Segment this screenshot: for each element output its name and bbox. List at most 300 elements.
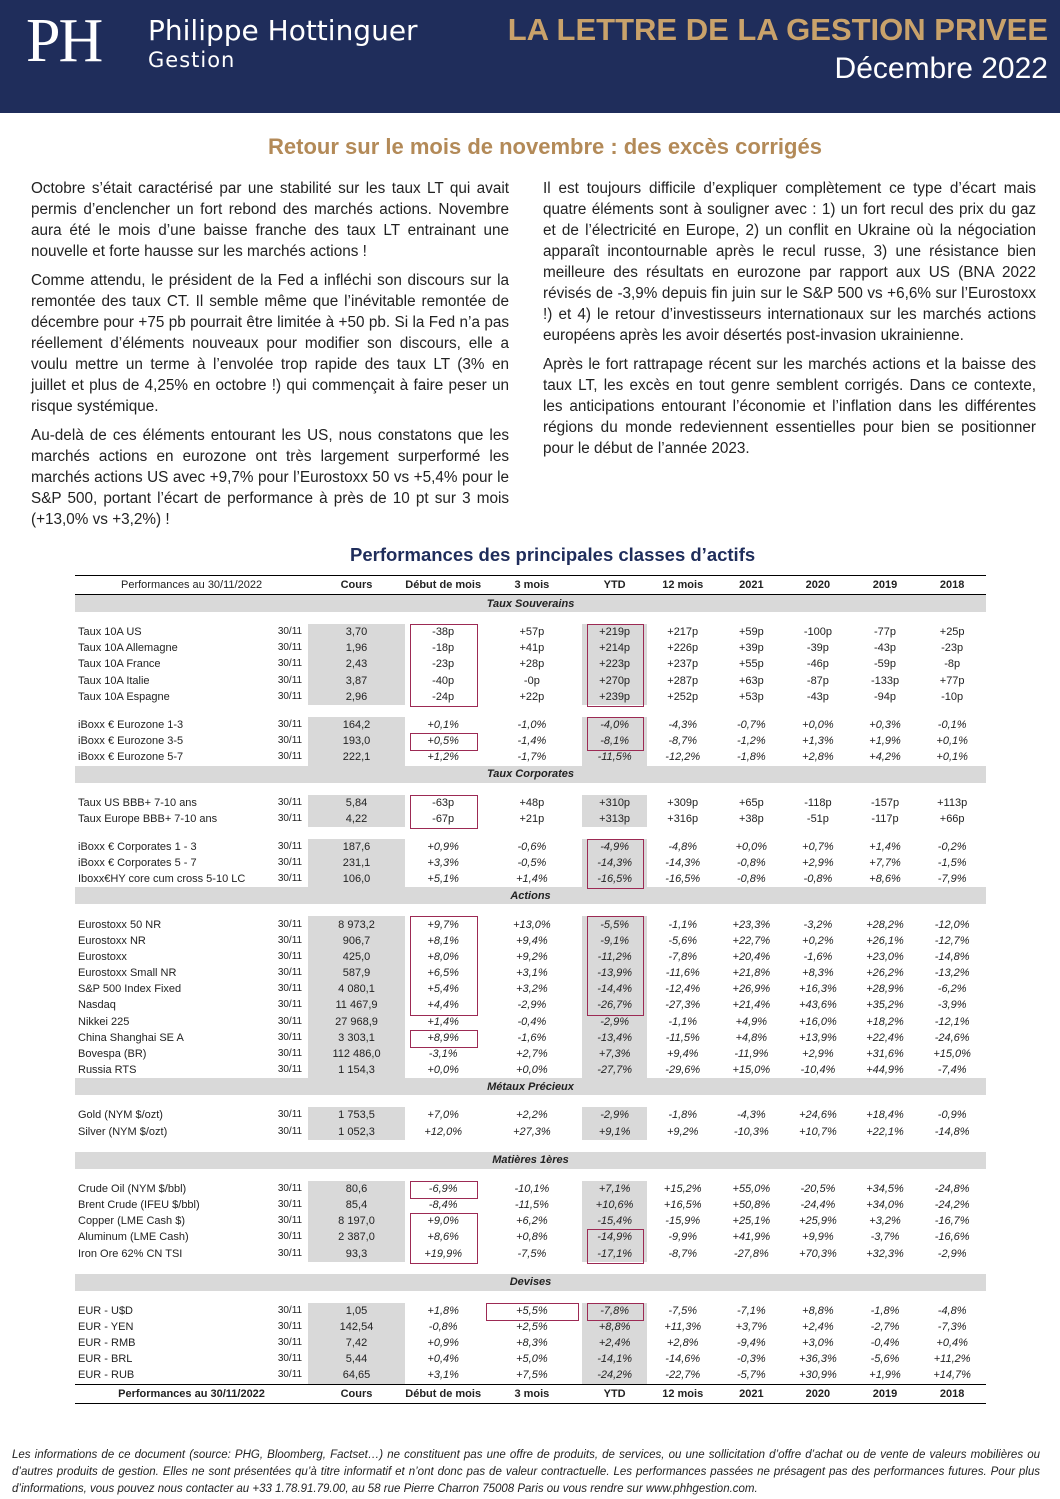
cell-m3: -0,4% bbox=[517, 1015, 547, 1028]
cell-m12: +226p bbox=[667, 642, 699, 655]
cell-m12: -14,6% bbox=[665, 1353, 701, 1366]
cell-name: Silver (NYM $/ozt) bbox=[78, 1125, 168, 1138]
cell-y20: -39p bbox=[806, 642, 829, 655]
cell-y19: -94p bbox=[874, 690, 897, 703]
spacer-cell bbox=[75, 1140, 986, 1152]
cell-date: 30/11 bbox=[277, 1353, 303, 1365]
column-header: Début de mois bbox=[405, 576, 481, 595]
brand-name: Philippe Hottinguer bbox=[148, 14, 418, 47]
cell-date: 30/11 bbox=[277, 735, 303, 747]
cell-y18: -4,8% bbox=[937, 1304, 967, 1317]
cell-name: Crude Oil (NYM $/bbl) bbox=[78, 1182, 187, 1195]
cell-dm: +3,3% bbox=[427, 857, 459, 870]
cell-name: Aluminum (LME Cash) bbox=[78, 1231, 189, 1244]
paragraph: Comme attendu, le président de la Fed a infléchi son discours sur la remontée des taux CT. Il semble même que l’inévitable remontée de décembre pour +75 pb pourrait être limitée à +50 pb. Si la Fed n’a pas réellement d’éléments nouveaux pour modifier son discours, elle a voulu mettre un terme à l’envolée trop rapide des taux LT (3% en juillet et plus de 4,25% en octobre !) qui commençait à faire peser un risque systémique. bbox=[31, 272, 509, 415]
cell-y20: -43p bbox=[806, 690, 829, 703]
cell-y18: -8p bbox=[944, 658, 961, 671]
cell-name: Taux 10A Italie bbox=[78, 674, 150, 687]
cell-y20: -3,2% bbox=[803, 918, 833, 931]
cell-price: 1,05 bbox=[308, 1303, 405, 1319]
cell-dm: -3,1% bbox=[428, 1048, 458, 1061]
table-row bbox=[75, 640, 986, 656]
cell-name: iBoxx € Corporates 5 - 7 bbox=[78, 857, 197, 870]
cell-y18: -16,6% bbox=[934, 1231, 970, 1244]
cell-y19: -1,8% bbox=[870, 1304, 900, 1317]
cell-y19: -77p bbox=[874, 626, 897, 639]
cell-dm: +12,0% bbox=[424, 1125, 462, 1138]
cell-price: 906,7 bbox=[308, 933, 405, 949]
cell-y20: +36,3% bbox=[799, 1353, 837, 1366]
cell-name: iBoxx € Eurozone 1-3 bbox=[78, 719, 184, 732]
cell-ytd: -17,1% bbox=[582, 1245, 647, 1261]
performance-table bbox=[75, 575, 986, 1404]
table-row bbox=[75, 997, 986, 1013]
cell-y20: +2,4% bbox=[802, 1320, 834, 1333]
cell-y20: +13,9% bbox=[799, 1031, 837, 1044]
cell-y18: -0,2% bbox=[937, 840, 967, 853]
cell-price: 80,6 bbox=[308, 1181, 405, 1197]
cell-y21: -10,3% bbox=[733, 1125, 769, 1138]
cell-m3: +5,5% bbox=[516, 1304, 548, 1317]
article-title: Retour sur le mois de novembre : des excès corrigés bbox=[268, 134, 822, 159]
cell-m3: -0p bbox=[523, 674, 540, 687]
cell-ytd: -13,4% bbox=[582, 1030, 647, 1046]
cell-y19: +34,5% bbox=[866, 1182, 904, 1195]
cell-date: 30/11 bbox=[277, 967, 303, 979]
cell-dm: -63p bbox=[432, 796, 455, 809]
cell-m3: +41p bbox=[519, 642, 545, 655]
cell-y18: +0,4% bbox=[936, 1337, 968, 1350]
column-header: 3 mois bbox=[481, 1384, 582, 1403]
cell-m12: +237p bbox=[667, 658, 699, 671]
cell-y18: -12,1% bbox=[934, 1015, 970, 1028]
cell-y19: -5,6% bbox=[870, 1353, 900, 1366]
cell-dm: +5,4% bbox=[427, 983, 459, 996]
cell-name: Russia RTS bbox=[78, 1064, 137, 1077]
cell-y20: +30,9% bbox=[799, 1369, 837, 1382]
cell-y18: -24,6% bbox=[934, 1031, 970, 1044]
cell-y19: +35,2% bbox=[866, 999, 904, 1012]
cell-y19: -2,7% bbox=[870, 1320, 900, 1333]
column-header: 12 mois bbox=[647, 1384, 719, 1403]
cell-dm: +0,1% bbox=[427, 719, 459, 732]
cell-date: 30/11 bbox=[277, 674, 303, 686]
cell-name: iBoxx € Eurozone 3-5 bbox=[78, 735, 184, 748]
cell-m3: -0,5% bbox=[517, 857, 547, 870]
table-row bbox=[75, 1030, 986, 1046]
cell-ytd: +7,3% bbox=[582, 1046, 647, 1062]
cell-price: 112 486,0 bbox=[308, 1046, 405, 1062]
paragraph: Après le fort rattrapage récent sur les marchés actions et la baisse des taux LT, les excès en tout genre semblent corrigés. Dans ce contexte, les anticipations entourant l’économie et l’inflation dans les différentes régions du monde redeviennent essentielles pour bien se positionner pour le début de l’année 2023. bbox=[543, 356, 1036, 457]
cell-price: 187,6 bbox=[308, 839, 405, 855]
cell-date: 30/11 bbox=[277, 950, 303, 962]
cell-date: 30/11 bbox=[277, 812, 303, 824]
cell-dm: -6,9% bbox=[428, 1182, 458, 1195]
cell-y21: +20,4% bbox=[732, 950, 771, 963]
cell-m12: -12,4% bbox=[665, 983, 701, 996]
cell-y20: -0,8% bbox=[803, 873, 833, 886]
cell-y21: +41,9% bbox=[732, 1231, 771, 1244]
cell-date: 30/11 bbox=[277, 1320, 303, 1332]
table-row bbox=[75, 981, 986, 997]
column-header: Début de mois bbox=[405, 1384, 481, 1403]
cell-name: Copper (LME Cash $) bbox=[78, 1215, 185, 1228]
section-header-row bbox=[75, 766, 986, 783]
cell-y18: +14,7% bbox=[933, 1369, 971, 1382]
cell-y18: -16,7% bbox=[934, 1215, 970, 1228]
cell-date: 30/11 bbox=[277, 983, 303, 995]
table-row bbox=[75, 795, 986, 811]
table-row bbox=[75, 1229, 986, 1245]
cell-date: 30/11 bbox=[277, 857, 303, 869]
cell-y19: -133p bbox=[870, 674, 900, 687]
cell-ytd: -13,9% bbox=[582, 965, 647, 981]
cell-y18: +15,0% bbox=[933, 1048, 971, 1061]
cell-dm: +9,0% bbox=[427, 1215, 459, 1228]
section-label: Taux Corporates bbox=[75, 766, 986, 783]
cell-y19: +26,2% bbox=[866, 967, 904, 980]
cell-dm: +0,9% bbox=[427, 840, 459, 853]
column-header: 2018 bbox=[918, 1384, 986, 1403]
paragraph: Il est toujours difficile d’expliquer complètement ce type d’écart mais quatre éléments sont à souligner avec : 1) un fort recul des prix du gaz et de l’électricité en Europe, 2) un conflit en Ukraine où la négociation apparaît incontournable après le recul russe, 3) une résistance bien meilleure des résultats en eurozone par rapport aux US (BNA 2022 révisés de -3,9% depuis fin juin sur le S&P 500 vs +6,6% sur l’Eurostoxx !) et 4) le retour d’investisseurs internationaux sur les marchés actions européens après les avoir désertés post-invasion ukrainienne. bbox=[543, 180, 1036, 344]
cell-y18: +11,2% bbox=[933, 1353, 971, 1366]
column-header: YTD bbox=[582, 1384, 647, 1403]
cell-price: 193,0 bbox=[308, 733, 405, 749]
cell-dm: +1,8% bbox=[427, 1304, 459, 1317]
cell-ytd: -15,4% bbox=[582, 1213, 647, 1229]
table-row bbox=[75, 1107, 986, 1123]
cell-ytd: -27,7% bbox=[582, 1062, 647, 1078]
cell-price: 3,87 bbox=[308, 673, 405, 689]
cell-price: 425,0 bbox=[308, 949, 405, 965]
cell-m12: -1,1% bbox=[668, 1015, 698, 1028]
spacer-cell bbox=[75, 705, 986, 717]
cell-ytd: -26,7% bbox=[582, 997, 647, 1013]
cell-y20: +2,8% bbox=[802, 751, 834, 764]
cell-y20: -10,4% bbox=[800, 1064, 836, 1077]
cell-m3: +3,2% bbox=[516, 983, 548, 996]
cell-y18: -10p bbox=[941, 690, 964, 703]
spacer-row bbox=[75, 1169, 986, 1181]
cell-y21: -7,1% bbox=[736, 1304, 766, 1317]
cell-m3: +8,3% bbox=[516, 1337, 548, 1350]
cell-m3: +2,5% bbox=[516, 1320, 548, 1333]
cell-dm: +3,1% bbox=[427, 1369, 459, 1382]
cell-y20: +0,7% bbox=[802, 840, 834, 853]
table-row bbox=[75, 855, 986, 871]
cell-y18: -14,8% bbox=[934, 1125, 970, 1138]
cell-y18: -24,8% bbox=[934, 1182, 970, 1195]
spacer-row bbox=[75, 705, 986, 717]
cell-y18: -7,3% bbox=[937, 1320, 967, 1333]
cell-ytd: +270p bbox=[582, 673, 647, 689]
cell-y18: -23p bbox=[941, 642, 964, 655]
column-header: 2021 bbox=[719, 1384, 785, 1403]
cell-ytd: -14,4% bbox=[582, 981, 647, 997]
cell-y19: +26,1% bbox=[866, 934, 904, 947]
spacer-cell bbox=[75, 1262, 986, 1274]
section-header-row bbox=[75, 887, 986, 904]
cell-m3: +6,2% bbox=[516, 1215, 548, 1228]
cell-y20: +25,9% bbox=[799, 1215, 837, 1228]
cell-y21: +25,1% bbox=[732, 1215, 771, 1228]
table-row bbox=[75, 1335, 986, 1351]
newsletter-title: LA LETTRE DE LA GESTION PRIVEE bbox=[507, 12, 1048, 47]
cell-y21: -1,2% bbox=[736, 735, 766, 748]
spacer-cell bbox=[75, 1291, 986, 1303]
cell-y19: +4,2% bbox=[869, 751, 901, 764]
cell-m3: -1,0% bbox=[517, 719, 547, 732]
cell-m12: -1,1% bbox=[668, 918, 698, 931]
cell-price: 4,22 bbox=[308, 811, 405, 827]
cell-y18: -24,2% bbox=[934, 1198, 970, 1211]
cell-ytd: -7,8% bbox=[582, 1303, 647, 1319]
cell-ytd: +223p bbox=[582, 656, 647, 672]
cell-price: 231,1 bbox=[308, 855, 405, 871]
cell-y21: -1,8% bbox=[736, 751, 766, 764]
spacer-row bbox=[75, 827, 986, 839]
cell-name: Taux US BBB+ 7-10 ans bbox=[78, 796, 197, 809]
cell-y20: +8,8% bbox=[802, 1304, 834, 1317]
cell-price: 106,0 bbox=[308, 871, 405, 887]
cell-y19: +23,0% bbox=[866, 950, 904, 963]
cell-y19: +22,4% bbox=[866, 1031, 904, 1044]
cell-price: 222,1 bbox=[308, 749, 405, 765]
cell-ytd: -11,2% bbox=[582, 949, 647, 965]
cell-date: 30/11 bbox=[277, 1125, 303, 1137]
cell-y18: -13,2% bbox=[934, 967, 970, 980]
cell-m3: +27,3% bbox=[513, 1125, 551, 1138]
table-row bbox=[75, 933, 986, 949]
cell-date: 30/11 bbox=[277, 1247, 303, 1259]
cell-m3: +2,7% bbox=[516, 1048, 548, 1061]
cell-date: 30/11 bbox=[277, 642, 303, 654]
table-row bbox=[75, 733, 986, 749]
cell-name: China Shanghai SE A bbox=[78, 1031, 184, 1044]
cell-y18: +0,1% bbox=[936, 735, 968, 748]
cell-y19: +22,1% bbox=[866, 1125, 904, 1138]
table-row bbox=[75, 811, 986, 827]
cell-name: iBoxx € Eurozone 5-7 bbox=[78, 751, 184, 764]
cell-y20: +2,9% bbox=[802, 857, 834, 870]
cell-price: 3 303,1 bbox=[308, 1030, 405, 1046]
spacer-row bbox=[75, 1291, 986, 1303]
section-header-row bbox=[75, 1078, 986, 1095]
cell-m3: -2,9% bbox=[517, 999, 547, 1012]
cell-name: Taux 10A France bbox=[78, 658, 161, 671]
cell-y18: +66p bbox=[939, 812, 965, 825]
cell-y21: +23,3% bbox=[732, 918, 771, 931]
cell-ytd: -4,9% bbox=[582, 839, 647, 855]
cell-y19: +28,9% bbox=[866, 983, 904, 996]
cell-y18: -7,4% bbox=[937, 1064, 967, 1077]
cell-m12: -5,6% bbox=[668, 934, 698, 947]
cell-y18: +113p bbox=[937, 796, 968, 809]
cell-m3: -11,5% bbox=[514, 1198, 549, 1211]
cell-price: 1,96 bbox=[308, 640, 405, 656]
newsletter-date: Décembre 2022 bbox=[834, 52, 1048, 85]
cell-ytd: -14,3% bbox=[582, 855, 647, 871]
cell-ytd: -2,9% bbox=[582, 1107, 647, 1123]
cell-y20: -20,5% bbox=[800, 1182, 836, 1195]
cell-m3: +0,0% bbox=[516, 1064, 548, 1077]
column-header: YTD bbox=[582, 576, 647, 595]
cell-y19: -43p bbox=[874, 642, 897, 655]
cell-y21: +39p bbox=[738, 642, 764, 655]
cell-name: EUR - U$D bbox=[78, 1304, 134, 1317]
spacer-cell bbox=[75, 827, 986, 839]
cell-price: 7,42 bbox=[308, 1335, 405, 1351]
cell-m12: +316p bbox=[667, 812, 699, 825]
section-header-row bbox=[75, 1274, 986, 1291]
table-row bbox=[75, 1181, 986, 1197]
cell-m3: +9,2% bbox=[516, 950, 548, 963]
cell-y21: +50,8% bbox=[732, 1198, 771, 1211]
section-label: Taux Souverains bbox=[75, 595, 986, 613]
cell-y21: +22,7% bbox=[732, 934, 771, 947]
spacer-cell bbox=[75, 612, 986, 624]
cell-name: Brent Crude (IFEU $/bbl) bbox=[78, 1198, 200, 1211]
cell-y19: +32,3% bbox=[866, 1247, 904, 1260]
cell-name: Nikkei 225 bbox=[78, 1015, 130, 1028]
column-header: 3 mois bbox=[481, 576, 582, 595]
ph-logo: PH bbox=[26, 7, 102, 75]
table-row bbox=[75, 1367, 986, 1384]
cell-date: 30/11 bbox=[277, 1215, 303, 1227]
cell-y21: +0,0% bbox=[735, 840, 768, 853]
table-row bbox=[75, 1046, 986, 1062]
disclaimer: Les informations de ce document (source: PHG, Bloomberg, Factset…) ne constituent pas une offre de produits, de services, ou une sollicitation d’offre d’achat ou de vente de valeurs mobilières ou d’autres produits de gestion. Elles ne sont présentées qu’à titre informatif et n’ont donc pas de valeur contractuelle. Les performances passées ne présagent pas des performances futures. Pour plus d’informations, vous pouvez nous contacter au +33 1.78.91.79.00, au 58 rue Pierre Charron 75008 Paris ou vous rendre sur www.phhgestion.com. bbox=[12, 1449, 1040, 1495]
section-label: Matières 1ères bbox=[75, 1152, 986, 1169]
cell-date: 30/11 bbox=[277, 1031, 303, 1043]
cell-m12: +309p bbox=[667, 796, 699, 809]
cell-name: iBoxx € Corporates 1 - 3 bbox=[78, 840, 197, 853]
cell-dm: +1,2% bbox=[427, 751, 459, 764]
cell-price: 8 197,0 bbox=[308, 1213, 405, 1229]
cell-date: 30/11 bbox=[277, 719, 303, 731]
cell-y20: +0,0% bbox=[802, 719, 834, 732]
cell-ytd: +219p bbox=[582, 624, 647, 640]
cell-m12: -27,3% bbox=[665, 999, 701, 1012]
cell-y21: +38p bbox=[738, 812, 764, 825]
table-footer-row bbox=[75, 1384, 986, 1403]
cell-dm: +8,9% bbox=[427, 1031, 459, 1044]
section-label: Devises bbox=[75, 1274, 986, 1291]
cell-y20: +9,9% bbox=[802, 1231, 834, 1244]
cell-y21: -0,7% bbox=[736, 719, 766, 732]
table-row bbox=[75, 1062, 986, 1078]
column-header: 2021 bbox=[719, 576, 785, 595]
table-row bbox=[75, 1213, 986, 1229]
cell-y20: +8,3% bbox=[802, 967, 834, 980]
cell-y19: +18,4% bbox=[866, 1109, 904, 1122]
cell-y18: -1,5% bbox=[937, 857, 967, 870]
cell-y20: -1,6% bbox=[803, 950, 833, 963]
cell-dm: +0,4% bbox=[427, 1353, 459, 1366]
table-row bbox=[75, 1197, 986, 1213]
header-banner bbox=[0, 0, 1060, 113]
cell-y20: +3,0% bbox=[802, 1337, 834, 1350]
cell-price: 8 973,2 bbox=[308, 916, 405, 932]
spacer-cell bbox=[75, 1169, 986, 1181]
cell-y19: +3,2% bbox=[869, 1215, 901, 1228]
cell-y20: +10,7% bbox=[799, 1125, 837, 1138]
cell-price: 5,44 bbox=[308, 1351, 405, 1367]
cell-dm: +0,0% bbox=[427, 1064, 459, 1077]
cell-y21: +63p bbox=[738, 674, 764, 687]
cell-ytd: +310p bbox=[582, 795, 647, 811]
cell-name: EUR - RMB bbox=[78, 1337, 136, 1350]
cell-ytd: +9,1% bbox=[582, 1124, 647, 1140]
cell-y20: -46p bbox=[806, 658, 829, 671]
table-row bbox=[75, 673, 986, 689]
cell-y21: +53p bbox=[738, 690, 764, 703]
spacer-row bbox=[75, 612, 986, 624]
cell-m3: +2,2% bbox=[516, 1109, 548, 1122]
cell-y21: -27,8% bbox=[733, 1247, 769, 1260]
cell-m12: -4,8% bbox=[668, 840, 698, 853]
cell-y20: -118p bbox=[804, 796, 832, 809]
cell-name: Iron Ore 62% CN TSI bbox=[78, 1247, 183, 1260]
cell-price: 3,70 bbox=[308, 624, 405, 640]
cell-m12: -8,7% bbox=[668, 735, 698, 748]
cell-m3: +22p bbox=[519, 690, 545, 703]
cell-y18: -0,9% bbox=[937, 1109, 967, 1122]
cell-price: 27 968,9 bbox=[308, 1014, 405, 1030]
cell-dm: -40p bbox=[432, 674, 455, 687]
table-row bbox=[75, 1351, 986, 1367]
cell-price: 1 154,3 bbox=[308, 1062, 405, 1078]
cell-date: 30/11 bbox=[277, 626, 303, 638]
cell-y21: +21,4% bbox=[732, 999, 771, 1012]
cell-y21: -11,9% bbox=[734, 1048, 769, 1061]
cell-m12: -12,2% bbox=[665, 751, 701, 764]
cell-date: 30/11 bbox=[277, 1048, 303, 1060]
cell-date: 30/11 bbox=[277, 1064, 303, 1076]
cell-y18: -2,9% bbox=[937, 1247, 967, 1260]
spacer-cell bbox=[75, 783, 986, 795]
paragraph: Octobre s’était caractérisé par une stabilité sur les taux LT qui avait permis d’enclencher un fort rebond des marchés actions. Novembre aura été le mois d’une baisse franche des taux LT entrainant une nouvelle et forte hausse sur les marchés actions ! bbox=[31, 180, 509, 260]
cell-m12: +11,3% bbox=[664, 1320, 702, 1333]
cell-m12: -1,8% bbox=[668, 1109, 698, 1122]
cell-m12: -16,5% bbox=[665, 873, 701, 886]
cell-date: 30/11 bbox=[277, 934, 303, 946]
cell-dm: -24p bbox=[432, 690, 455, 703]
cell-y21: +59p bbox=[738, 626, 764, 639]
table-row bbox=[75, 1245, 986, 1261]
cell-m3: -1,7% bbox=[517, 751, 547, 764]
column-header: Cours bbox=[308, 576, 405, 595]
cell-name: EUR - BRL bbox=[78, 1353, 133, 1366]
brand-subtitle: Gestion bbox=[148, 48, 236, 72]
cell-m3: +28p bbox=[519, 658, 545, 671]
cell-y21: -5,7% bbox=[736, 1369, 766, 1382]
cell-date: 30/11 bbox=[277, 999, 303, 1011]
cell-dm: +7,0% bbox=[427, 1109, 459, 1122]
cell-y21: +55p bbox=[738, 658, 764, 671]
cell-m3: +3,1% bbox=[516, 967, 548, 980]
cell-date: 30/11 bbox=[277, 1182, 303, 1194]
cell-y19: +44,9% bbox=[866, 1064, 904, 1077]
cell-price: 1 052,3 bbox=[308, 1124, 405, 1140]
cell-dm: +4,4% bbox=[427, 999, 459, 1012]
cell-y18: -12,0% bbox=[934, 918, 970, 931]
table-row bbox=[75, 871, 986, 887]
cell-name: EUR - RUB bbox=[78, 1369, 135, 1382]
cell-m12: -9,9% bbox=[668, 1231, 698, 1244]
cell-y21: +21,8% bbox=[732, 967, 771, 980]
cell-name: Taux 10A Allemagne bbox=[78, 642, 178, 655]
